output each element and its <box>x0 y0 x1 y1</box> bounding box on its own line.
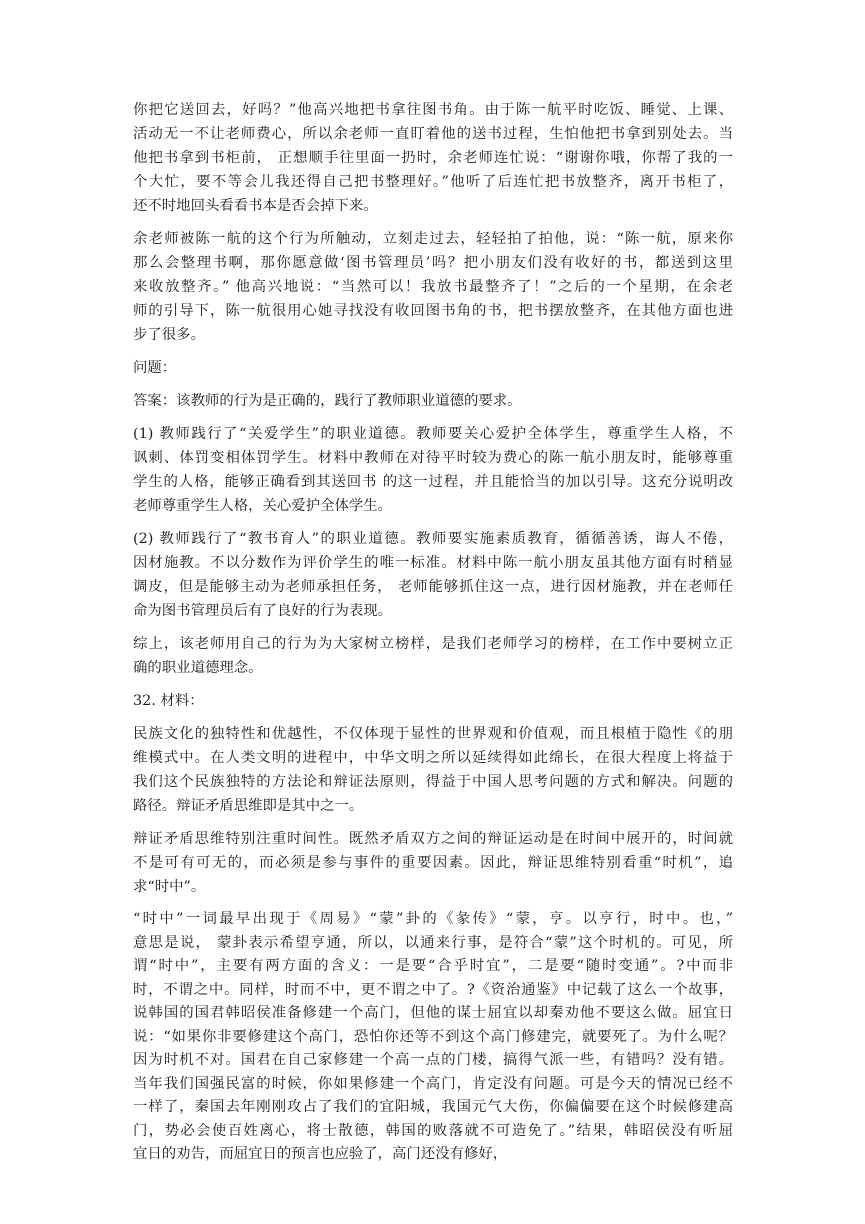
question-number-heading <box>133 689 733 713</box>
material-paragraph-3 <box>133 908 733 1167</box>
text-line: 说韩国的国君韩昭侯准备修建一个高门，但他的谋士屈宜以却秦劝他不要这么做。屈宜日 <box>133 1005 733 1021</box>
text-line: 意思是说， 蒙卦表示希望亨通，所以，以通来行事，是符合“蒙”这个时机的。可见，所 <box>133 934 733 951</box>
text-line: 时，不谓之中。同样，时而不中，更不谓之中了。?《资治通鉴》中记载了这么一个故事， <box>133 981 733 998</box>
text-line: 老师尊重学生人格，关心爱护全体学生。 <box>133 498 393 514</box>
text-line: 综上，该老师用自己的行为为大家树立榜样，是我们老师学习的榜样，在工作中要树立正 <box>133 636 733 652</box>
text-line: 因材施教。不以分数作为评价学生的唯一标准。材料中陈一航小朋友虽其他方面有时稍显 <box>133 555 733 571</box>
story-paragraph-1 <box>133 98 733 218</box>
text-line: 不是可有可无的，而必须是参与事件的重要因素。因此，辩证思维特别看重“时机”，追 <box>133 855 733 871</box>
text-line: 余老师被陈一航的这个行为所触动，立刻走过去，轻轻拍了拍他，说：“陈一航，原来你 <box>133 231 733 247</box>
text-line: “时中”一词最早出现于《周易》“蒙”卦的《彖传》“蒙，亨。以亨行，时中。也，” <box>133 911 733 927</box>
text-line: 一样了，秦国去年刚刚攻占了我们的宜阳城，我国元气大伤，你偏偏要在这个时候修建高 <box>133 1099 733 1115</box>
text-line: 步了很多。 <box>133 327 205 343</box>
text-line: 宜日的劝告，而屈宜日的预言也应验了，高门还没有修好， <box>133 1146 508 1162</box>
text-line: 因为时机不对。国君在自己家修建一个高一点的门楼，搞得气派一些，有错吗？没有错。 <box>133 1052 733 1068</box>
story-paragraph-2 <box>133 227 733 347</box>
text-line: 讽刺、体罚变相体罚学生。材料中教师在对待平时较为费心的陈一航小朋友时，能够尊重 <box>133 450 733 466</box>
answer-point-1 <box>133 422 733 518</box>
text-line: 谓“时中”，主要有两方面的含义：一是要“合乎时宜”，二是要“随时变通”。?中而非 <box>133 958 733 974</box>
text-line: (2) 教师践行了“教书育人”的职业道德。教师要实施素质教育，循循善诱，诲人不倦， <box>133 531 733 547</box>
material-paragraph-1 <box>133 722 733 818</box>
text-line: 他把书拿到书柜前， 正想顺手往里面一扔时，余老师连忙说：“谢谢你哦，你帮了我的一 <box>133 150 733 166</box>
material-paragraph-2 <box>133 827 733 899</box>
text-line: 门，势必会使百姓离心，将士散德，韩国的败落就不可造免了。”结果，韩昭侯没有听屈 <box>133 1122 733 1139</box>
text-line: 学生的人格，能够正确看到其送回书 的这一过程，并且能恰当的加以引导。这充分说明改 <box>133 474 733 490</box>
text-line: 活动无一不让老师费心，所以余老师一直盯着他的送书过程，生怕他把书拿到别处去。当 <box>133 126 733 142</box>
text-line: 民族文化的独特性和优越性，不仅体现于显性的世界观和价值观，而且根植于隐性《的朋 <box>133 726 733 742</box>
text-line: 确的职业道德理念。 <box>133 660 263 676</box>
text-line: 求“时中”。 <box>133 879 206 895</box>
text-line: 路径。辩证矛盾思维即是其中之一。 <box>133 798 364 814</box>
text-line: 答案：该教师的行为是正确的，践行了教师职业道德的要求。 <box>133 393 522 409</box>
text-line: 命为图书管理员后有了良好的行为表现。 <box>133 603 393 619</box>
text-line: 问题： <box>133 360 177 376</box>
text-line: 还不时地回头看看书本是否会掉下来。 <box>133 198 378 214</box>
answer-paragraph <box>133 389 733 413</box>
text-line: 你把它送回去，好吗？”他高兴地把书拿往图书角。由于陈一航平时吃饭、睡觉、上课、 <box>133 102 733 118</box>
text-line: 那么会整理书啊，那你愿意做‘图书管理员’吗？把小朋友们没有收好的书，都送到这里 <box>133 255 733 271</box>
question-label <box>133 356 733 380</box>
text-line: 师的引导下，陈一航很用心她寻找没有收回图书角的书，把书摆放整齐，在其他方面也进 <box>133 303 733 319</box>
answer-point-2 <box>133 527 733 623</box>
text-line: 来收放整齐。” 他高兴地说：“当然可以！我放书最整齐了！”之后的一个星期，在余老 <box>133 279 733 295</box>
text-line: 个大忙，要不等会儿我还得自己把书整理好。”他听了后连忙把书放整齐，离开书柜了， <box>133 174 733 190</box>
text-line: 我们这个民族独特的方法论和辩证法原则，得益于中国人思考问题的方式和解决。问题的 <box>133 774 733 790</box>
text-line: 维模式中。在人类文明的进程中，中华文明之所以延续得如此绵长，在很大程度上将益于 <box>133 750 733 766</box>
summary-paragraph <box>133 632 733 680</box>
text-line: 说：“如果你非要修建这个高门，恐怕你还等不到这个高门修建完，就要死了。为什么呢？ <box>133 1028 733 1045</box>
text-line: 辩证矛盾思维特别注重时间性。既然矛盾双方之间的辩证运动是在时间中展开的，时间就 <box>133 831 733 847</box>
text-line: 调皮，但是能够主动为老师承担任务， 老师能够抓住这一点，进行因材施教，并在老师任 <box>133 579 733 595</box>
document-page <box>133 98 733 1176</box>
text-line: (1) 教师践行了“关爱学生”的职业道德。教师要关心爱护全体学生，尊重学生人格，不 <box>133 426 733 442</box>
text-line: 当年我们国强民富的时候，你如果修建一个高门，肯定没有问题。可是今天的情况已经不 <box>133 1075 733 1092</box>
text-line: 32. 材料： <box>133 693 204 709</box>
